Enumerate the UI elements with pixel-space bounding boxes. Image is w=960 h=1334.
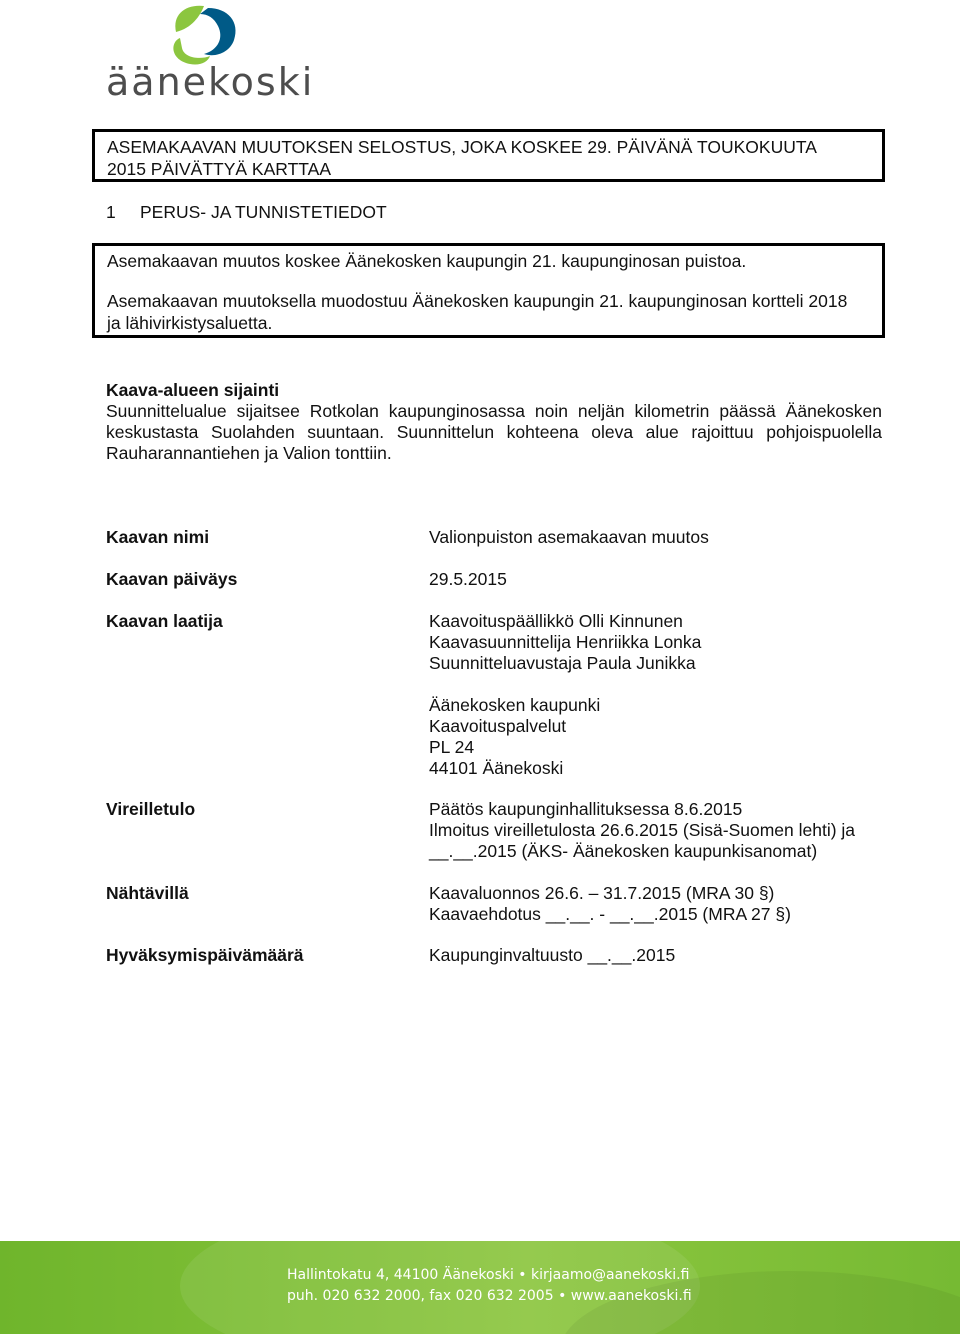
initiation-label: Vireilletulo xyxy=(106,799,196,819)
location-text: Suunnittelualue sijaitsee Rotkolan kaupunginosassa noin neljän kilometrin päässä Äänekosken keskustasta Suolahden suuntaan. Suunnittelun kohteena oleva alue rajoittuu pohjoispuolella Rauharannantiehen ja Valion tonttiin. xyxy=(106,401,882,463)
title-line-1: ASEMAKAAVAN MUUTOKSEN SELOSTUS, JOKA KOSKEE 29. PÄIVÄNÄ TOUKOKUUTA xyxy=(107,137,817,157)
author-line: Suunnitteluavustaja Paula Junikka xyxy=(429,653,696,673)
plan-date-label: Kaavan päiväys xyxy=(106,569,238,589)
plan-author-list xyxy=(429,611,701,779)
logo-wordmark: äänekoski xyxy=(106,60,315,104)
title-box xyxy=(92,129,885,182)
initiation-line: Päätös kaupunginhallituksessa 8.6.2015 xyxy=(429,799,743,819)
display-label: Nähtävillä xyxy=(106,883,189,903)
plan-author-label: Kaavan laatija xyxy=(106,611,223,631)
title-line-2: 2015 PÄIVÄTTYÄ KARTTAA xyxy=(107,159,332,179)
summary-line-2: Asemakaavan muutoksella muodostuu Äänekosken kaupungin 21. kaupunginosan kortteli 2018 xyxy=(107,291,848,311)
aanekoski-logo xyxy=(104,2,334,112)
author-line: Kaavoituspäällikkö Olli Kinnunen xyxy=(429,611,683,631)
footer-address: Hallintokatu 4, 44100 Äänekoski • kirjaamo@aanekoski.fi xyxy=(287,1267,690,1283)
summary-line-1: Asemakaavan muutos koskee Äänekosken kaupungin 21. kaupunginosan puistoa. xyxy=(107,251,747,271)
address-line: Äänekosken kaupunki xyxy=(429,695,601,715)
approval-label: Hyväksymispäivämäärä xyxy=(106,945,304,965)
address-line: Kaavoituspalvelut xyxy=(429,716,567,736)
address-line: 44101 Äänekoski xyxy=(429,758,564,778)
summary-line-3: ja lähivirkistysaluetta. xyxy=(107,313,273,333)
display-line: Kaavaluonnos 26.6. – 31.7.2015 (MRA 30 §) xyxy=(429,883,775,903)
address-line: PL 24 xyxy=(429,737,475,757)
summary-box xyxy=(92,243,885,338)
plan-name-value: Valionpuiston asemakaavan muutos xyxy=(429,527,709,547)
footer-contact: puh. 020 632 2000, fax 020 632 2005 • www.aanekoski.fi xyxy=(287,1288,692,1304)
plan-name-label: Kaavan nimi xyxy=(106,527,210,547)
initiation-line: __.__.2015 (ÄKS- Äänekosken kaupunkisanomat) xyxy=(429,841,818,861)
location-heading: Kaava-alueen sijainti xyxy=(106,380,280,400)
footer-banner xyxy=(0,1241,960,1334)
author-line: Kaavasuunnittelija Henriikka Lonka xyxy=(429,632,702,652)
display-line: Kaavaehdotus __.__. - __.__.2015 (MRA 27 §) xyxy=(429,904,791,924)
location-section xyxy=(106,380,882,464)
section-heading xyxy=(106,201,387,223)
plan-date-value: 29.5.2015 xyxy=(429,569,507,589)
initiation-line: Ilmoitus vireilletulosta 26.6.2015 (Sisä-Suomen lehti) ja xyxy=(429,820,856,840)
initiation-list xyxy=(429,799,855,862)
section-title: PERUS- JA TUNNISTETIEDOT xyxy=(140,202,387,222)
section-number: 1 xyxy=(106,202,116,222)
display-list xyxy=(429,883,791,925)
approval-value: Kaupunginvaltuusto __.__.2015 xyxy=(429,945,676,965)
